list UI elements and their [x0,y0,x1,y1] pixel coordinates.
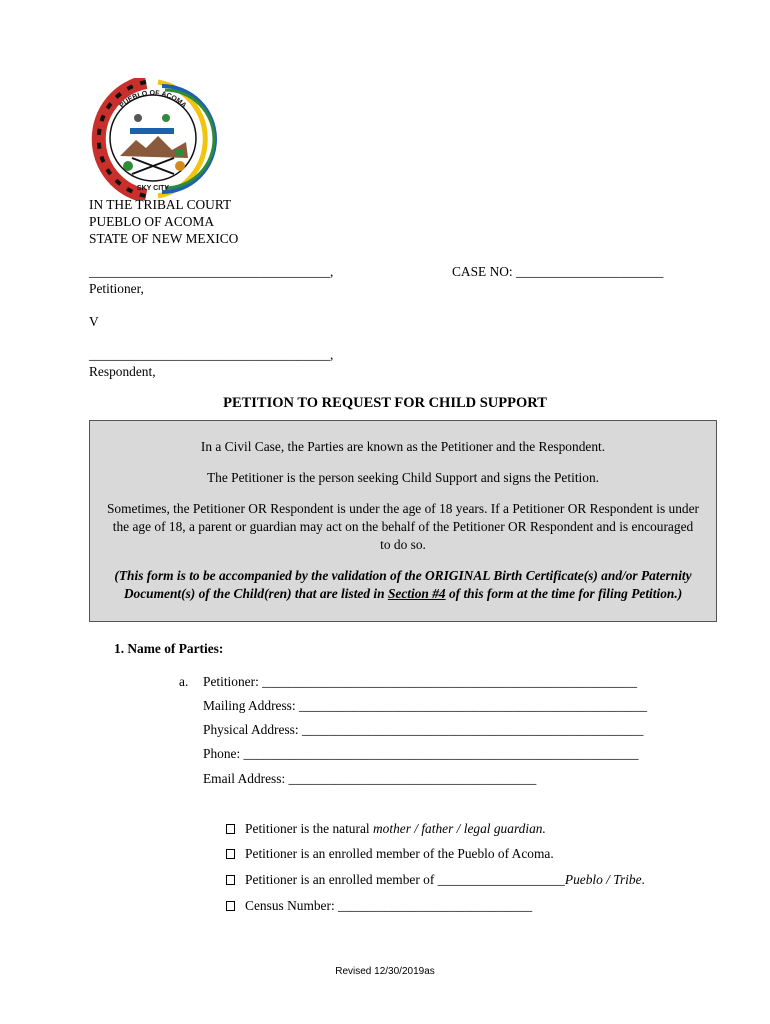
revision-footer: Revised 12/30/2019as [335,966,435,977]
section-4-reference: Section #4 [387,586,446,601]
notice-paragraph-3-line-1: Sometimes, the Petitioner OR Respondent is under the age of 18 years. If a Petitioner OR Respondent is under [106,501,700,516]
notice-paragraph-3-line-2: the age of 18, a parent or guardian may act on the behalf of the Petitioner OR Respondent and is encouraged [112,519,694,534]
section-1-heading: 1. Name of Parties: [114,641,224,656]
respondent-name-blank[interactable]: ____________________________________, [89,347,334,362]
checkbox-icon[interactable] [226,875,235,885]
checkbox-enrolled-other-tribe[interactable]: Petitioner is an enrolled member of ___________________Pueblo / Tribe. [226,872,645,888]
respondent-label: Respondent, [89,364,156,379]
physical-address-field[interactable]: Physical Address: ___________________________________________________ [203,722,644,737]
petitioner-label: Petitioner, [89,281,144,296]
notice-paragraph-1: In a Civil Case, the Parties are known as the Petitioner and the Respondent. [200,439,606,454]
petitioner-field[interactable]: Petitioner: ________________________________________________________ [203,674,638,689]
notice-paragraph-4-line-2: Document(s) of the Child(ren) that are listed in Section #4 of this form at the time for filing Petition.) [123,586,683,601]
mailing-address-field[interactable]: Mailing Address: ____________________________________________________ [203,698,648,713]
court-line-3: STATE OF NEW MEXICO [89,231,239,246]
versus-label: V [89,314,99,329]
case-number-field[interactable]: CASE NO: ______________________ [452,264,664,279]
checkbox-census-number[interactable]: Census Number: _____________________________ [226,898,532,914]
court-line-1: IN THE TRIBAL COURT [89,197,232,212]
item-a-label: a. [179,674,189,689]
email-address-field[interactable]: Email Address: _____________________________________ [203,771,537,786]
phone-field[interactable]: Phone: ___________________________________________________________ [203,746,639,761]
checkbox-enrolled-acoma[interactable]: Petitioner is an enrolled member of the Pueblo of Acoma. [226,846,554,862]
notice-paragraph-4-line-1: (This form is to be accompanied by the validation of the ORIGINAL Birth Certificate(s) and/or Paternity [114,568,692,583]
instruction-box [89,420,717,622]
document-title: PETITION TO REQUEST FOR CHILD SUPPORT [223,395,547,411]
checkbox-icon[interactable] [226,901,235,911]
petitioner-name-blank[interactable]: ____________________________________, [89,264,334,279]
checkbox-icon[interactable] [226,849,235,859]
checkbox-natural-parent[interactable]: Petitioner is the natural mother / father / legal guardian. [226,821,546,837]
seal-top-text: PUEBLO OF ACOMA [118,89,188,110]
court-line-2: PUEBLO OF ACOMA [89,214,215,229]
seal-bottom-text: SKY CITY [136,185,170,192]
notice-paragraph-3-line-3: to do so. [380,537,426,552]
checkbox-icon[interactable] [226,824,235,834]
pueblo-of-acoma-seal [88,78,218,200]
notice-paragraph-2: The Petitioner is the person seeking Child Support and signs the Petition. [206,470,599,485]
